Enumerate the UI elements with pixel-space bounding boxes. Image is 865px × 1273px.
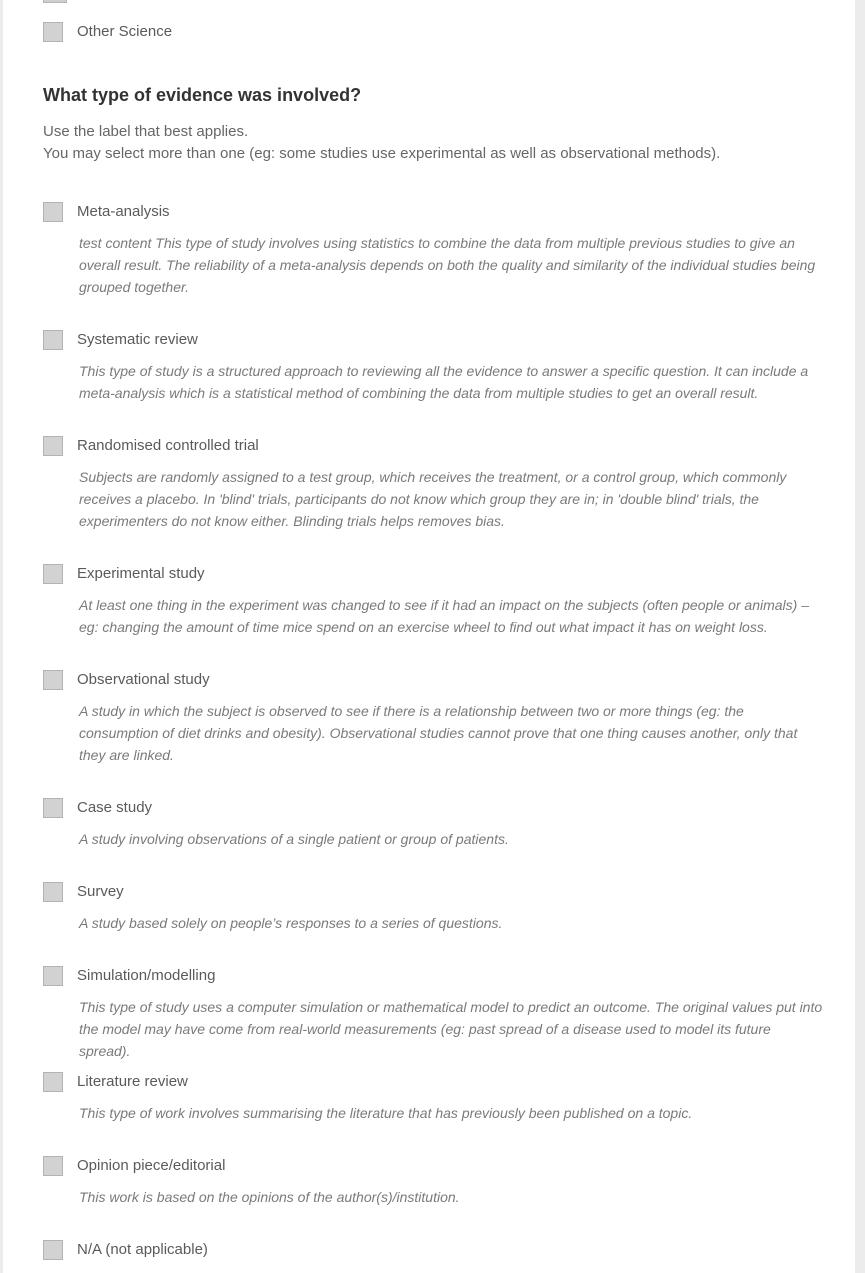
option-experimental-study[interactable]: [43, 563, 825, 638]
opinion-piece-checkbox[interactable]: [43, 1156, 63, 1176]
option-description: A study involving observations of a single patient or group of patients.: [79, 831, 509, 847]
observational-study-checkbox[interactable]: [43, 670, 63, 690]
option-row[interactable]: [43, 797, 825, 819]
option-opinion-piece[interactable]: [43, 1155, 825, 1208]
help-line-1: Use the label that best applies.: [43, 123, 249, 140]
option-row[interactable]: [43, 881, 825, 903]
option-label[interactable]: Survey: [77, 883, 124, 900]
not-applicable-checkbox[interactable]: [43, 1240, 63, 1260]
meta-analysis-checkbox[interactable]: [43, 202, 63, 222]
other-science-checkbox[interactable]: [43, 22, 63, 42]
option-description: This type of work involves summarising the literature that has previously been published on a topic.: [79, 1105, 693, 1121]
randomised-controlled-trial-checkbox[interactable]: [43, 436, 63, 456]
question-help-text: [43, 121, 833, 165]
option-row[interactable]: [43, 563, 825, 585]
option-description: This type of study uses a computer simulation or mathematical model to predict an outcome. The original values put into the model may have come from real-world measurements (eg: past spread of a disease used to model its future spread).: [79, 999, 823, 1059]
option-row[interactable]: [43, 201, 825, 223]
option-label[interactable]: Case study: [77, 799, 153, 816]
simulation-modelling-checkbox[interactable]: [43, 966, 63, 986]
option-row[interactable]: [43, 329, 825, 351]
option-row[interactable]: [43, 1071, 825, 1093]
option-literature-review[interactable]: [43, 1071, 825, 1124]
option-description: A study based solely on people’s responses to a series of questions.: [79, 915, 503, 931]
option-label[interactable]: Other Science: [77, 23, 173, 40]
option-row[interactable]: [43, 1239, 825, 1261]
previous-option-checkbox[interactable]: [43, 0, 67, 3]
option-label[interactable]: Opinion piece/editorial: [77, 1157, 226, 1174]
option-label[interactable]: Observational study: [77, 671, 210, 688]
option-row[interactable]: [43, 965, 825, 987]
option-not-applicable[interactable]: [43, 1239, 825, 1261]
option-systematic-review[interactable]: [43, 329, 825, 404]
option-description: This work is based on the opinions of the author(s)/institution.: [79, 1189, 460, 1205]
literature-review-checkbox[interactable]: [43, 1072, 63, 1092]
option-label[interactable]: Simulation/modelling: [77, 967, 216, 984]
option-label[interactable]: Meta-analysis: [77, 203, 170, 220]
option-label[interactable]: Literature review: [77, 1073, 188, 1090]
option-row[interactable]: [43, 1155, 825, 1177]
option-description: This type of study is a structured approach to reviewing all the evidence to answer a specific question. It can include a meta-analysis which is a statistical method of combining the data from multiple studies to get an overall result.: [79, 363, 809, 401]
question-title: What type of evidence was involved?: [43, 85, 362, 105]
option-label[interactable]: N/A (not applicable): [77, 1241, 208, 1258]
option-description: A study in which the subject is observed to see if there is a relationship between two or more things (eg: the consumption of diet drinks and obesity). Observational studies cannot prove that one thing causes another, only that they are linked.: [79, 703, 798, 763]
experimental-study-checkbox[interactable]: [43, 564, 63, 584]
option-other-science[interactable]: [43, 21, 825, 43]
survey-checkbox[interactable]: [43, 882, 63, 902]
option-simulation-modelling[interactable]: [43, 965, 825, 1062]
option-description: test content This type of study involves using statistics to combine the data from multiple previous studies to give an overall result. The reliability of a meta-analysis depends on both the quality and similarity of the individual studies being grouped together.: [79, 235, 816, 295]
evidence-form: [3, 0, 855, 1273]
option-row[interactable]: [43, 21, 825, 43]
systematic-review-checkbox[interactable]: [43, 330, 63, 350]
option-label[interactable]: Experimental study: [77, 565, 205, 582]
help-line-2: You may select more than one (eg: some studies use experimental as well as observational methods).: [43, 145, 721, 162]
option-survey[interactable]: [43, 881, 825, 934]
option-case-study[interactable]: [43, 797, 825, 850]
case-study-checkbox[interactable]: [43, 798, 63, 818]
option-description: Subjects are randomly assigned to a test group, which receives the treatment, or a control group, which commonly receives a placebo. In 'blind' trials, participants do not know which group they are in; in 'double blind' trials, the experimenters do not know either. Blinding trials helps removes bias.: [79, 469, 787, 529]
option-row[interactable]: [43, 669, 825, 691]
option-meta-analysis[interactable]: [43, 201, 825, 298]
option-observational-study[interactable]: [43, 669, 825, 766]
option-label[interactable]: Randomised controlled trial: [77, 437, 259, 454]
option-row[interactable]: [43, 435, 825, 457]
option-description: At least one thing in the experiment was changed to see if it had an impact on the subjects (often people or animals) – eg: changing the amount of time mice spend on an exercise wheel to find out what impact it has on weight loss.: [79, 597, 809, 635]
option-label[interactable]: Systematic review: [77, 331, 198, 348]
option-randomised-controlled-trial[interactable]: [43, 435, 825, 532]
